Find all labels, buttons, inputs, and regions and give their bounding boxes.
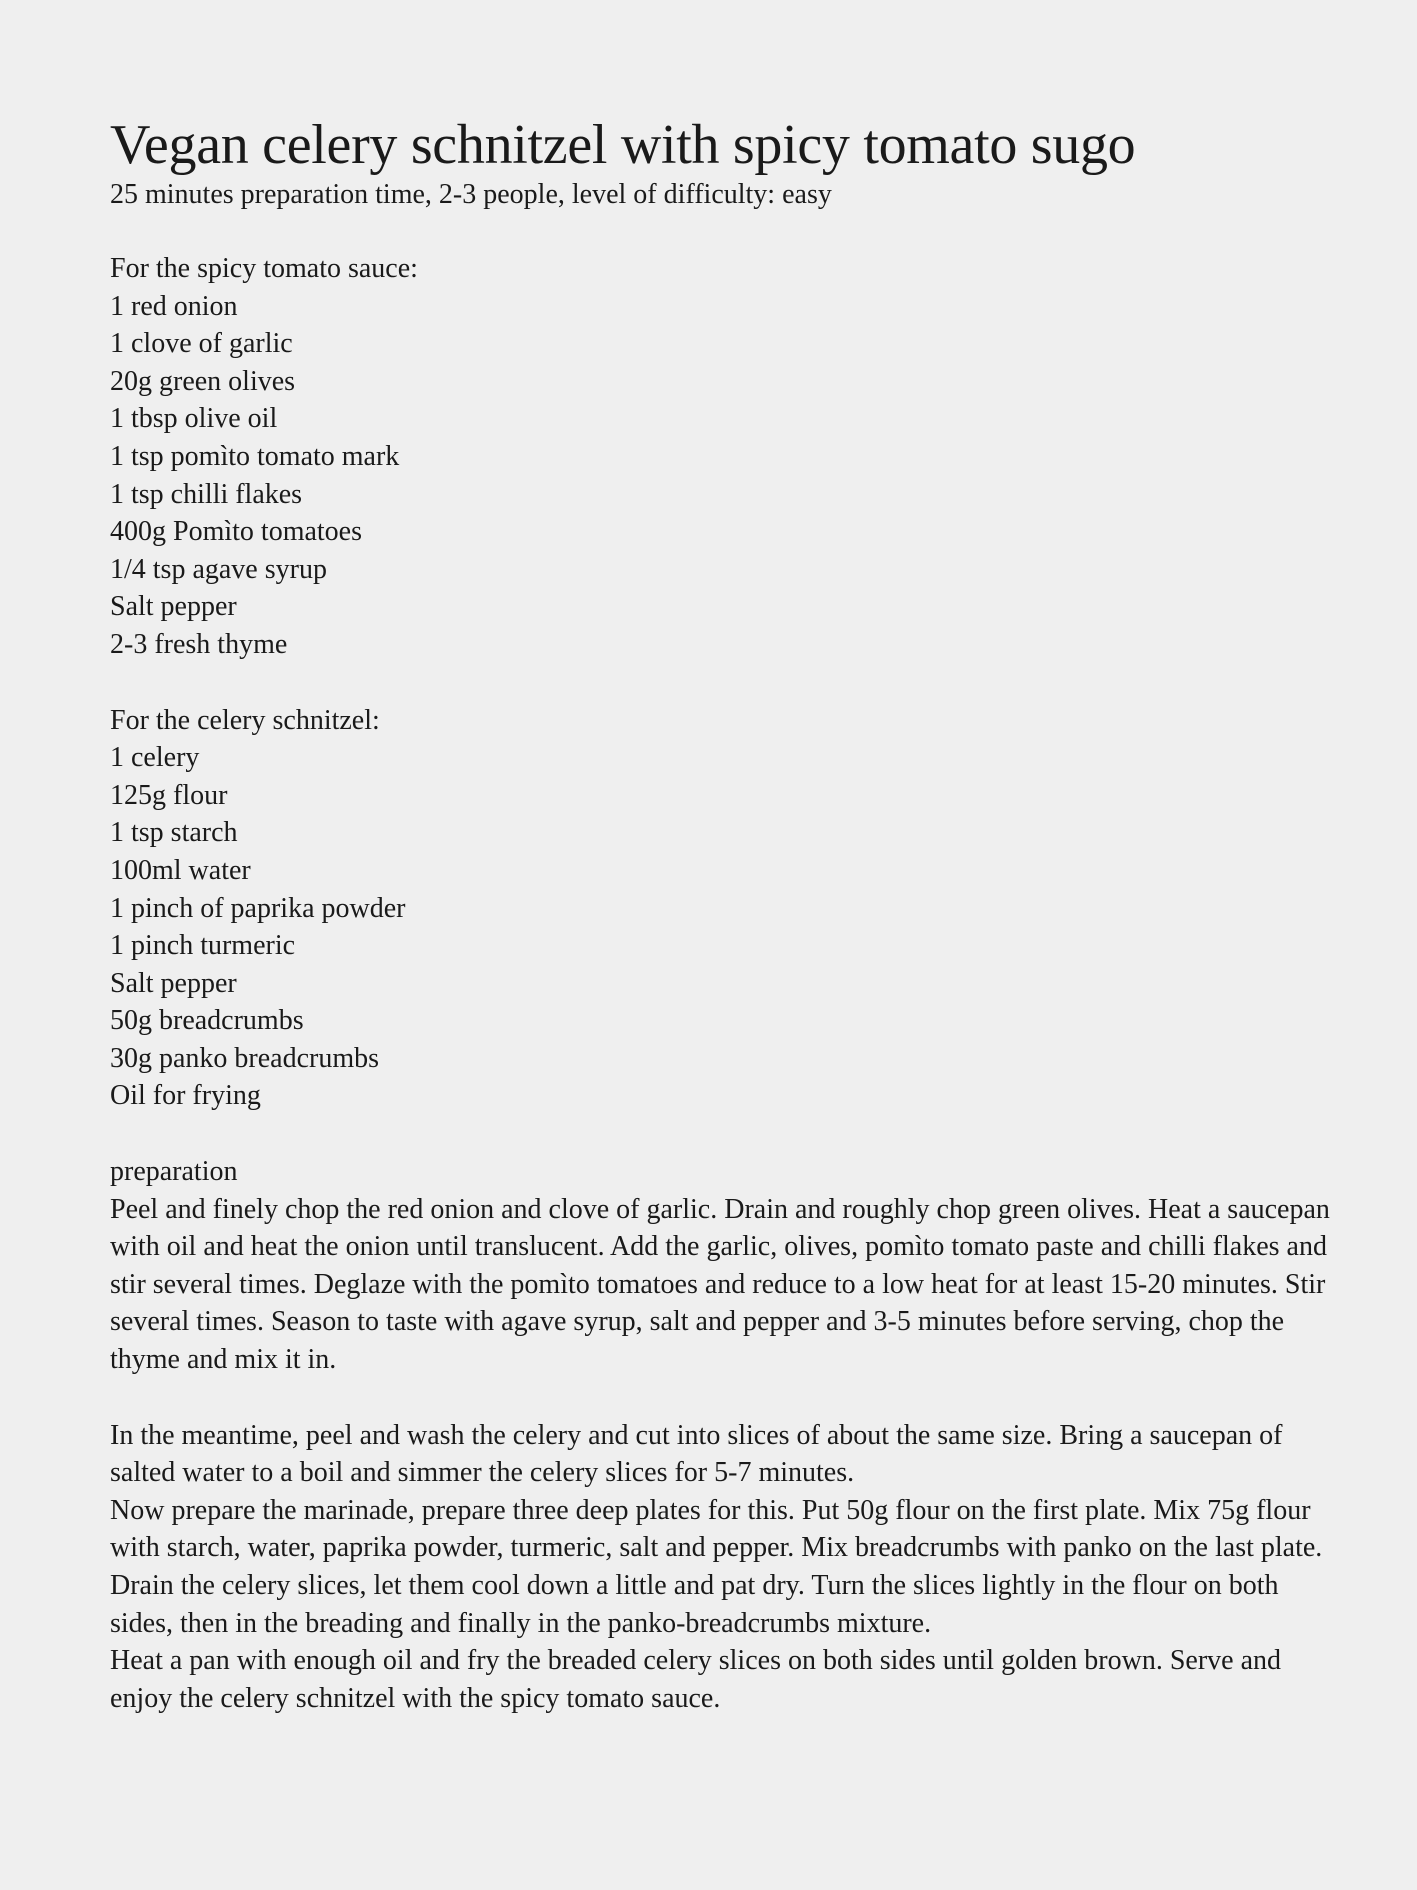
ingredient-item: 1 clove of garlic: [110, 328, 293, 360]
ingredient-item: 1 tsp pomìto tomato mark: [110, 440, 400, 472]
sauce-heading: For the spicy tomato sauce:: [110, 253, 418, 284]
sauce-ingredients: [110, 250, 1340, 664]
ingredient-item: Oil for frying: [110, 1080, 261, 1112]
ingredient-item: 1 pinch turmeric: [110, 930, 296, 962]
schnitzel-ingredients: [110, 702, 1340, 1116]
ingredient-item: 1 tsp starch: [110, 817, 238, 849]
ingredient-item: 30g panko breadcrumbs: [110, 1042, 380, 1074]
ingredient-item: Salt pepper: [110, 591, 237, 623]
ingredient-item: 1 tsp chilli flakes: [110, 478, 303, 510]
ingredient-item: 400g Pomìto tomatoes: [110, 516, 362, 548]
ingredient-item: 20g green olives: [110, 365, 296, 397]
preparation-section-continued: [110, 1417, 1340, 1718]
preparation-section: [110, 1153, 1340, 1379]
ingredient-item: 1/4 tsp agave syrup: [110, 553, 327, 585]
preparation-paragraph: Drain the celery slices, let them cool down a little and pat dry. Turn the slices lightly in the flour on both sides, then in the breading and finally in the panko-breadcrumbs mixture.: [110, 1570, 1279, 1639]
recipe-title: Vegan celery schnitzel with spicy tomato sugo: [110, 114, 1136, 176]
preparation-heading: preparation: [110, 1156, 238, 1188]
ingredient-item: 125g flour: [110, 779, 228, 811]
ingredient-item: 1 red onion: [110, 290, 238, 322]
ingredient-item: 1 celery: [110, 742, 200, 774]
ingredient-item: 1 pinch of paprika powder: [110, 892, 406, 924]
recipe-page: [110, 112, 1340, 1717]
preparation-paragraph: In the meantime, peel and wash the celery and cut into slices of about the same size. Bring a saucepan of salted water to a boil and simmer the celery slices for 5-7 minutes.: [110, 1419, 1283, 1489]
preparation-paragraph: Peel and finely chop the red onion and clove of garlic. Drain and roughly chop green olives. Heat a saucepan with oil and heat the onion until translucent. Add the garlic, olives, pomìto tomato paste and chilli flakes and stir several times. Deglaze with the pomìto tomatoes and reduce to a low heat for at least 15-20 minutes. Stir several times. Season to taste with agave syrup, salt and pepper and 3-5 minutes before serving, chop the thyme and mix it in.: [110, 1193, 1330, 1376]
preparation-paragraph: Heat a pan with enough oil and fry the breaded celery slices on both sides until golden brown. Serve and enjoy the celery schnitzel with the spicy tomato sauce.: [110, 1645, 1282, 1714]
recipe-subtitle: 25 minutes preparation time, 2-3 people, level of difficulty: easy: [110, 179, 832, 210]
ingredient-item: Salt pepper: [110, 967, 237, 999]
ingredient-item: 100ml water: [110, 854, 251, 886]
ingredient-item: 2-3 fresh thyme: [110, 628, 288, 660]
ingredient-item: 50g breadcrumbs: [110, 1005, 304, 1037]
ingredient-item: 1 tbsp olive oil: [110, 403, 278, 435]
schnitzel-heading: For the celery schnitzel:: [110, 704, 380, 736]
preparation-paragraph: Now prepare the marinade, prepare three deep plates for this. Put 50g flour on the first plate. Mix 75g flour with starch, water, paprika powder, turmeric, salt and pepper. Mix breadcrumbs with panko on the last plate.: [110, 1494, 1323, 1564]
